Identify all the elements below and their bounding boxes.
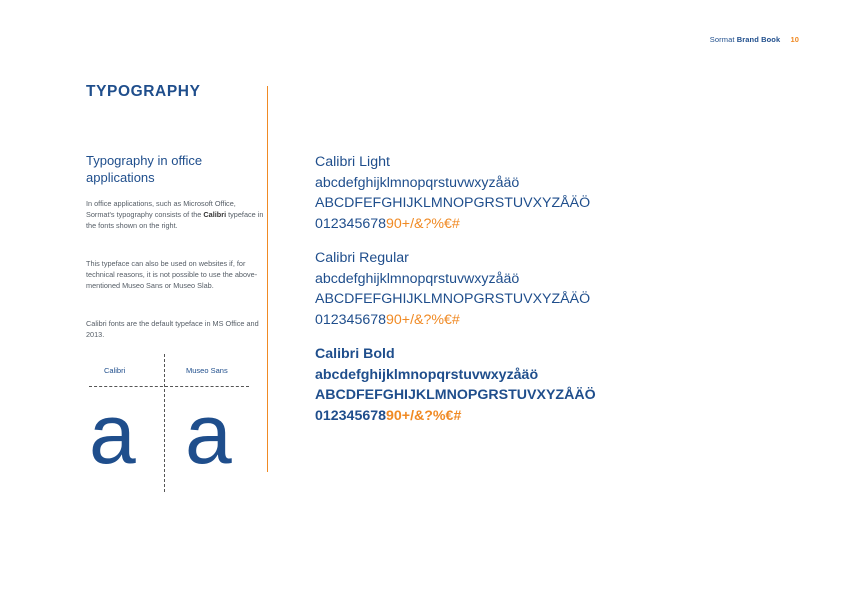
glyph-a-calibri: a: [89, 387, 136, 481]
intro-text-start: In office applications, such as Microsoft Office, Sormat's typography consists of the: [86, 199, 236, 220]
specimen-calibri-light: [315, 152, 590, 234]
intro-text-end: typeface in the fonts shown on the right.: [86, 210, 264, 231]
header-brand: [710, 35, 799, 44]
specimen-uppercase: ABCDFEFGHIJKLMNOPGRSTUVXYZÅÄÖ: [315, 291, 591, 308]
brand-prefix: Sormat: [709, 35, 735, 44]
specimen-lowercase: abcdefghijklmnopqrstuvwxyzåäö: [315, 174, 520, 191]
vertical-divider: [267, 86, 268, 472]
intro-paragraph: [86, 198, 264, 232]
intro-bold-calibri: Calibri: [203, 210, 227, 220]
specimen-lowercase: abcdefghijklmnopqrstuvwxyzåäö: [315, 366, 539, 383]
digits-orange: 90+/&?%€#: [386, 407, 462, 424]
specimen-calibri-bold: [315, 344, 596, 426]
specimen-uppercase: ABCDFEFGHIJKLMNOPGRSTUVXYZÅÄÖ: [315, 387, 596, 404]
compare-label-calibri: Calibri: [104, 366, 126, 375]
page-title: TYPOGRAPHY: [86, 83, 201, 100]
glyph-a-museo-sans: a: [185, 387, 232, 481]
specimen-digits: [315, 310, 590, 331]
specimen-name: Calibri Light: [315, 154, 390, 170]
specimen-digits: [315, 214, 590, 235]
compare-vertical-dashed-line: [164, 354, 165, 492]
compare-label-museo-sans: Museo Sans: [186, 366, 228, 375]
section-heading: Typography in office applications: [86, 153, 203, 185]
page-number: 10: [790, 35, 799, 44]
digits-navy: 012345678: [315, 407, 387, 424]
digits-orange: 90+/&?%€#: [386, 215, 460, 232]
digits-navy: 012345678: [315, 215, 387, 232]
specimen-name: Calibri Bold: [315, 346, 395, 362]
specimen-uppercase: ABCDFEFGHIJKLMNOPGRSTUVXYZÅÄÖ: [315, 195, 591, 212]
websites-paragraph: This typeface can also be used on websites if, for technical reasons, it is not possible to use the above-mentioned Museo Sans or Museo Slab.: [86, 259, 258, 291]
specimen-digits: [315, 406, 596, 427]
specimen-calibri-regular: [315, 248, 590, 330]
brand-title: Brand Book: [736, 35, 781, 44]
digits-navy: 012345678: [315, 311, 387, 328]
specimen-name: Calibri Regular: [315, 250, 409, 266]
default-typeface-paragraph: Calibri fonts are the default typeface in MS Office and 2013.: [86, 319, 259, 340]
digits-orange: 90+/&?%€#: [386, 311, 460, 328]
specimen-lowercase: abcdefghijklmnopqrstuvwxyzåäö: [315, 270, 520, 287]
